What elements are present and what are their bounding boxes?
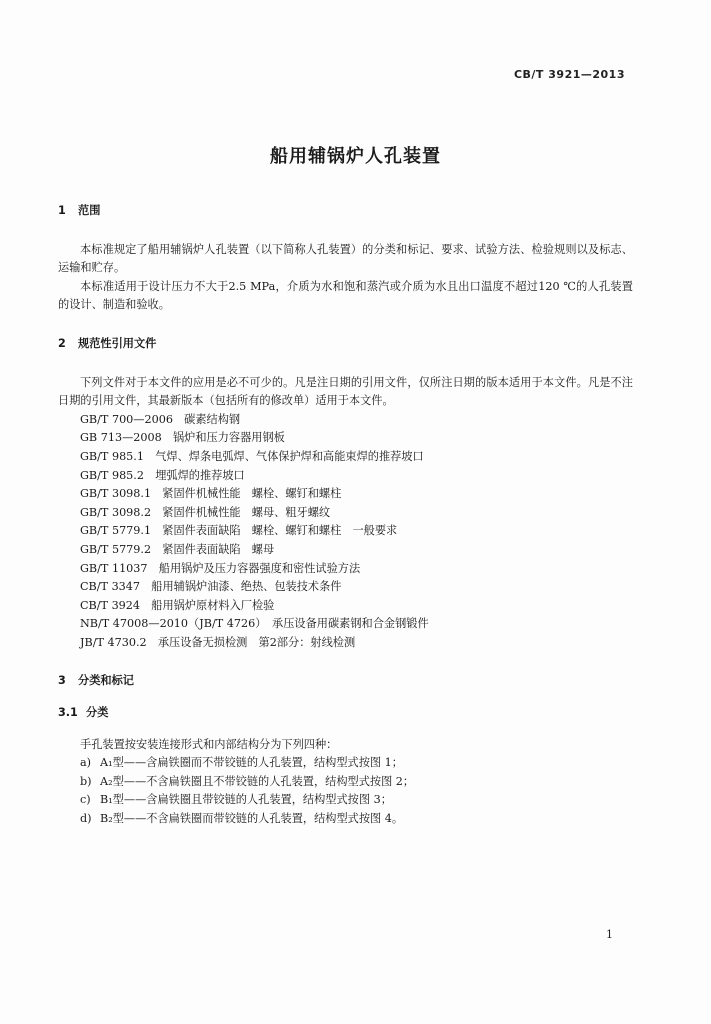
reference-code: GB/T 3098.2 (80, 505, 152, 519)
list-text: A₂型——不含扁铁圈且不带铰链的人孔装置，结构型式按图 2； (100, 774, 415, 788)
section-number: 3 (58, 674, 66, 688)
reference-item (80, 597, 633, 616)
section-number: 2 (58, 336, 66, 350)
reference-item (80, 634, 633, 653)
reference-title: 紧固件机械性能 螺母、粗牙螺纹 (162, 505, 331, 519)
reference-item (80, 560, 633, 579)
reference-title: 船用锅炉原材料入厂检验 (151, 598, 275, 612)
reference-title: 碳素结构钢 (184, 412, 241, 426)
list-item (58, 791, 633, 810)
reference-code: GB 713—2008 (80, 431, 162, 445)
subsection-heading-types (58, 704, 633, 723)
list-item (58, 754, 633, 773)
list-item (58, 810, 633, 829)
list-text: B₂型——不含扁铁圈而带铰链的人孔装置，结构型式按图 4。 (100, 812, 404, 826)
reference-code: JB/T 4730.2 (80, 635, 147, 649)
reference-title: 承压设备用碳素钢和合金钢锻件 (272, 617, 429, 631)
reference-code: GB/T 700—2006 (80, 412, 173, 426)
reference-title: 气焊、焊条电弧焊、气体保护焊和高能束焊的推荐坡口 (155, 449, 424, 463)
list-marker: b) (80, 774, 92, 788)
section-heading-scope (58, 202, 633, 221)
reference-code: GB/T 985.2 (80, 468, 144, 482)
page-number: 1 (606, 928, 613, 941)
list-marker: c) (80, 793, 91, 807)
reference-title: 紧固件表面缺陷 螺栓、螺钉和螺柱 一般要求 (162, 524, 398, 538)
reference-item (80, 467, 633, 486)
reference-item (80, 485, 633, 504)
list-text: B₁型——含扁铁圈且带铰链的人孔装置，结构型式按图 3； (100, 793, 392, 807)
reference-title: 埋弧焊的推荐坡口 (155, 468, 245, 482)
reference-item (80, 615, 633, 634)
reference-code: NB/T 47008—2010（JB/T 4726） (80, 617, 261, 631)
normative-intro: 下列文件对于本文件的应用是必不可少的。凡是注日期的引用文件，仅所注日期的版本适用于本文件。凡是不注日期的引用文件，其最新版本（包括所有的修改单）适用于本文件。 (58, 375, 633, 408)
reference-code: GB/T 985.1 (80, 449, 144, 463)
section-heading-classification (58, 672, 633, 691)
reference-code: CB/T 3924 (80, 598, 141, 612)
scope-paragraph-1: 本标准规定了船用辅锅炉人孔装置（以下简称人孔装置）的分类和标记、要求、试验方法、检验规则以及标志、运输和贮存。 (58, 242, 633, 275)
reference-item (80, 541, 633, 560)
section-title: 规范性引用文件 (78, 336, 157, 350)
subsection-title: 分类 (86, 706, 109, 720)
reference-title: 紧固件机械性能 螺栓、螺钉和螺柱 (162, 487, 342, 501)
section-title: 分类和标记 (78, 674, 134, 688)
reference-code: GB/T 5779.1 (80, 524, 152, 538)
standard-code: CB/T 3921—2013 (513, 68, 625, 81)
document-title: 船用辅锅炉人孔装置 (270, 146, 441, 167)
section-title: 范围 (78, 204, 101, 217)
reference-item (80, 504, 633, 523)
reference-item (80, 522, 633, 541)
section-heading-normative-references (58, 335, 633, 354)
reference-item (80, 578, 633, 597)
reference-item (80, 448, 633, 467)
subsection-number: 3.1 (58, 706, 78, 720)
scope-paragraph-2: 本标准适用于设计压力不大于2.5 MPa，介质为水和饱和蒸汽或介质为水且出口温度不超过120 ℃的人孔装置的设计、制造和验收。 (58, 279, 633, 312)
document-body (58, 202, 633, 829)
reference-item (80, 411, 633, 430)
reference-code: GB/T 11037 (80, 561, 148, 575)
reference-title: 船用锅炉及压力容器强度和密性试验方法 (158, 561, 361, 575)
section-number: 1 (58, 204, 66, 217)
reference-item (80, 429, 633, 448)
reference-code: CB/T 3347 (80, 580, 141, 594)
reference-title: 承压设备无损检测 第2部分：射线检测 (157, 635, 356, 649)
reference-code: GB/T 3098.1 (80, 487, 152, 501)
list-item (58, 773, 633, 792)
list-marker: a) (80, 756, 92, 770)
reference-list (58, 411, 633, 653)
reference-title: 锅炉和压力容器用钢板 (172, 431, 285, 445)
types-intro: 手孔装置按安装连接形式和内部结构分为下列四种： (80, 737, 338, 751)
reference-title: 船用辅锅炉油漆、绝热、包装技术条件 (151, 580, 342, 594)
reference-code: GB/T 5779.2 (80, 542, 152, 556)
list-text: A₁型——含扁铁圈而不带铰链的人孔装置，结构型式按图 1； (100, 756, 403, 770)
reference-title: 紧固件表面缺陷 螺母 (162, 542, 275, 556)
list-marker: d) (80, 812, 92, 826)
